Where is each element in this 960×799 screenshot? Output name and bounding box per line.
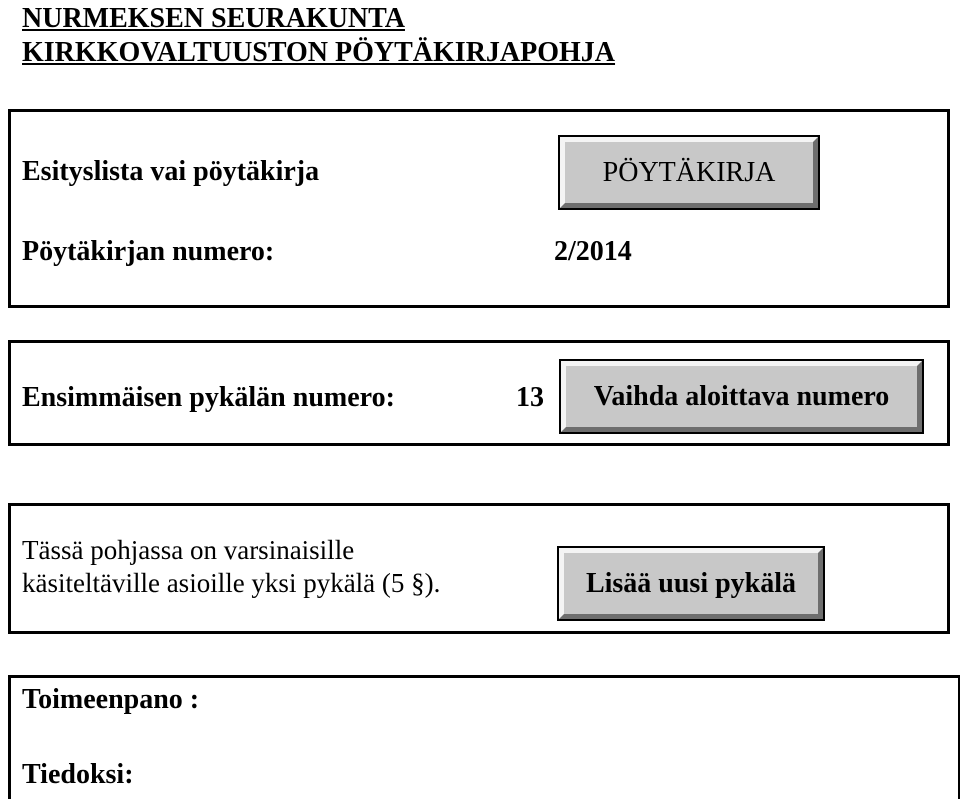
first-section-value[interactable]: 13 <box>516 382 544 413</box>
info-recipients-label: Tiedoksi: <box>22 759 134 790</box>
template-info-line-1: Tässä pohjassa on varsinaisille <box>22 535 355 565</box>
document-title: KIRKKOVALTUUSTON PÖYTÄKIRJAPOHJA <box>22 37 616 68</box>
execution-label: Toimeenpano : <box>22 684 200 715</box>
template-info-line-2: käsiteltäville asioille yksi pykälä (5 §). <box>22 568 441 598</box>
add-section-button[interactable] <box>557 546 825 621</box>
add-section-button-label: Lisää uusi pykälä <box>559 548 823 619</box>
first-section-panel <box>8 340 950 446</box>
change-start-number-button[interactable] <box>559 359 924 434</box>
first-section-label: Ensimmäisen pykälän numero: <box>22 382 395 413</box>
organization-title: NURMEKSEN SEURAKUNTA <box>22 3 405 34</box>
minutes-number-value[interactable]: 2/2014 <box>554 236 632 267</box>
document-type-label: Esityslista vai pöytäkirja <box>22 156 320 187</box>
minutes-number-label: Pöytäkirjan numero: <box>22 236 275 267</box>
execution-panel <box>8 675 960 799</box>
document-type-panel <box>8 109 950 308</box>
document-type-button-label: PÖYTÄKIRJA <box>560 137 818 208</box>
document-type-button[interactable] <box>558 135 820 210</box>
change-start-number-label: Vaihda aloittava numero <box>561 361 922 432</box>
section-info-panel <box>8 503 950 634</box>
